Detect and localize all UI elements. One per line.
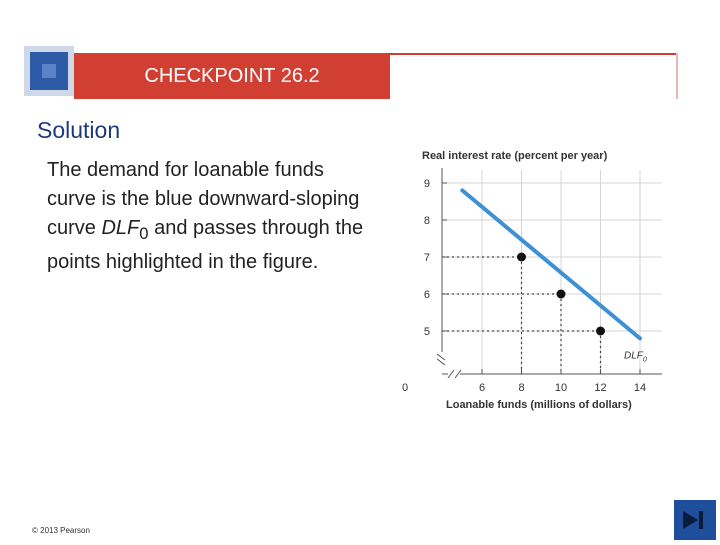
- skip-to-end-button[interactable]: [674, 500, 716, 540]
- x-tick-label: 12: [594, 382, 607, 394]
- y-axis-break-mark: [437, 354, 445, 360]
- body-text-part-2: and passes through the points highlighted in the figure.: [47, 217, 364, 273]
- slide-body-text: [47, 156, 377, 277]
- highlight-point: [557, 290, 566, 299]
- y-axis-break-mark: [437, 359, 445, 365]
- y-tick-label: 6: [423, 289, 430, 301]
- dlf0-curve: [462, 190, 640, 338]
- y-tick-label: 5: [423, 326, 430, 338]
- body-text-part-1: The demand for loanable funds curve is the blue downward-sloping curve: [47, 159, 360, 239]
- origin-label: 0: [402, 382, 409, 394]
- chart-y-axis-label: Real interest rate (percent per year): [422, 150, 608, 162]
- dlf0-curve-label-subscript: 0: [642, 356, 647, 364]
- copyright-footer: © 2013 Pearson: [32, 526, 90, 535]
- header-divider-edge: [676, 53, 678, 99]
- chart-x-axis-label: Loanable funds (millions of dollars): [446, 399, 632, 411]
- body-curve-subscript: 0: [139, 224, 149, 243]
- loanable-funds-chart: [400, 140, 670, 420]
- publisher-logo-icon: [24, 46, 74, 96]
- y-tick-label: 9: [423, 178, 430, 190]
- y-tick-label: 8: [423, 215, 430, 227]
- header-divider: [390, 53, 678, 55]
- dlf0-curve-label: $DLF_0$: [624, 350, 647, 364]
- x-tick-label: 8: [518, 382, 525, 394]
- x-tick-label: 10: [554, 382, 568, 394]
- highlight-point: [517, 253, 526, 262]
- highlight-point: [596, 327, 605, 336]
- x-axis-break-mark: [448, 370, 454, 378]
- header-title: CHECKPOINT 26.2: [74, 53, 390, 99]
- x-tick-label: 14: [633, 382, 647, 394]
- slide-subtitle: Solution: [37, 117, 121, 143]
- skip-to-end-icon: [674, 500, 716, 540]
- y-tick-label: 7: [423, 252, 430, 264]
- x-tick-label: 6: [478, 382, 486, 394]
- body-curve-name: DLF: [101, 217, 140, 239]
